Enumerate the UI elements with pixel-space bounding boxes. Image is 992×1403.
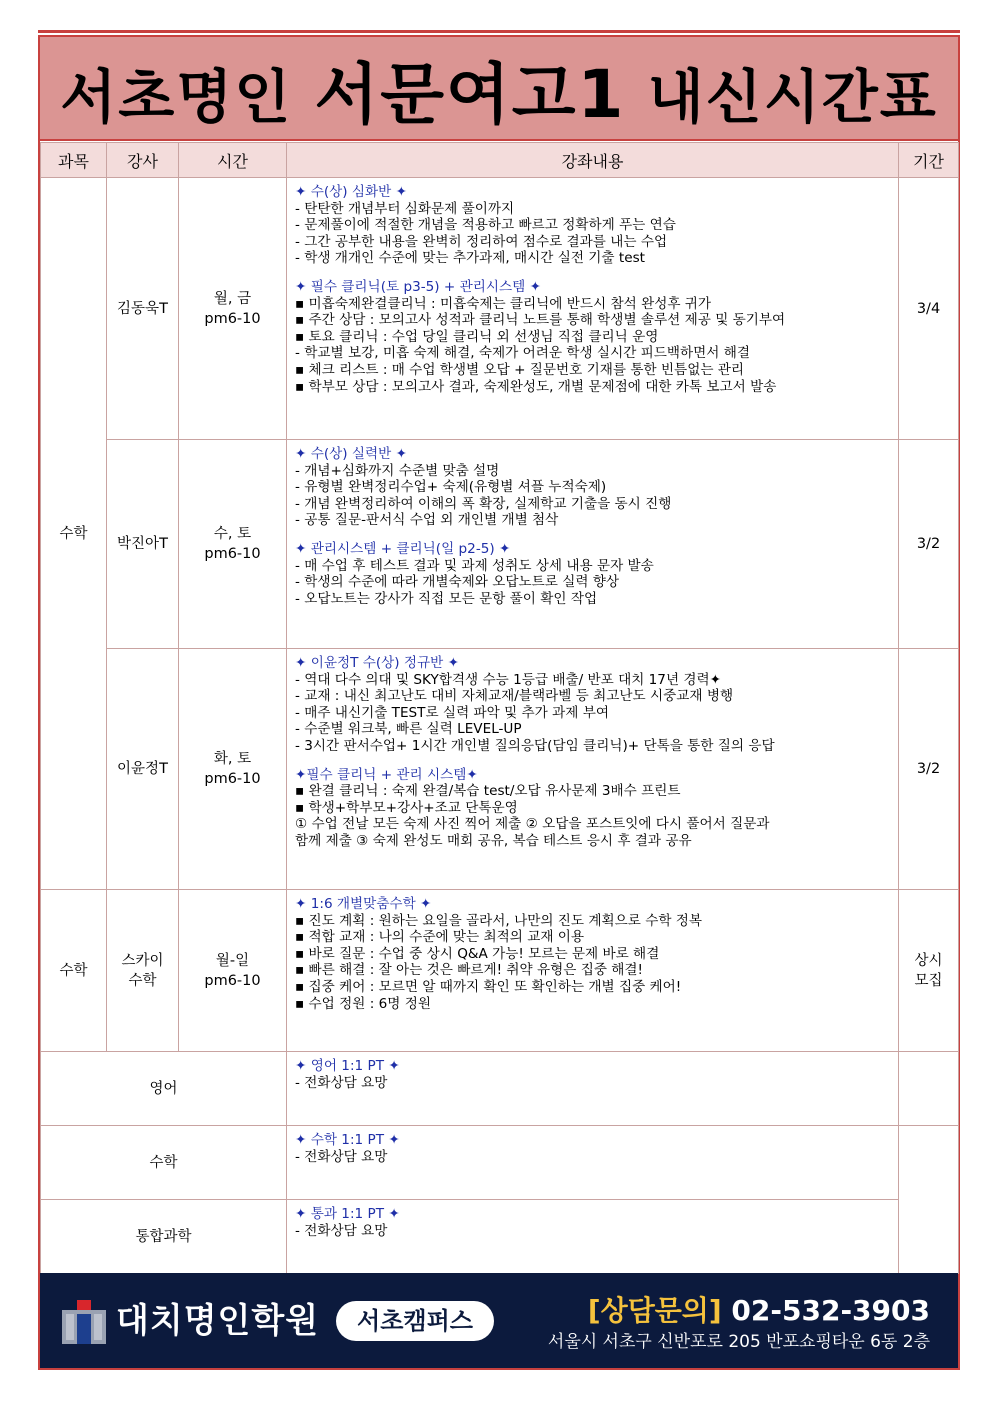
course-line: - 전화상담 요망	[295, 1074, 388, 1091]
course-line: - 문제풀이에 적절한 개념을 적용하고 빠르고 정확하게 푸는 연습	[295, 217, 676, 234]
course-line: - 오답노트는 강사가 직접 모든 문항 풀이 확인 작업	[295, 590, 598, 607]
period-line: 모집	[914, 972, 943, 989]
time-days: 수, 토	[213, 526, 252, 542]
course-content	[287, 1052, 899, 1126]
course-line: ▪ 체크 리스트 : 매 수업 학생별 오답 + 질문번호 기재를 통한 빈틈없는 관리	[295, 361, 745, 378]
period-cell: 3/4	[899, 178, 959, 440]
course-line: - 수준별 워크북, 빠른 실력 LEVEL-UP	[295, 721, 522, 738]
header-content: 강좌내용	[287, 143, 899, 178]
academy-logo-icon	[62, 1300, 106, 1344]
course-line: - 개념+심화까지 수준별 맞춤 설명	[295, 462, 500, 479]
course-heading: ✦ 관리시스템 + 클리닉(일 p2-5) ✦	[295, 540, 511, 557]
title-school: 서문여고1	[314, 55, 626, 133]
time-hours: pm6-10	[204, 972, 261, 989]
table-row	[41, 649, 959, 890]
course-line: - 학생 개개인 수준에 맞는 추가과제, 매시간 실전 기출 test	[295, 250, 645, 267]
teacher-cell: 박진아T	[107, 440, 179, 649]
top-rule	[38, 30, 960, 33]
page-title-banner	[40, 37, 958, 141]
teacher-cell	[107, 890, 179, 1052]
course-line: ▪ 미흡숙제완결클리닉 : 미흡숙제는 클리닉에 반드시 참석 완성후 귀가	[295, 295, 712, 312]
course-line: 함께 제출 ③ 숙제 완성도 매회 공유, 복습 테스트 응시 후 결과 공유	[295, 832, 692, 849]
course-heading: ✦ 수(상) 실력반 ✦	[295, 446, 408, 462]
course-line: - 전화상담 요망	[295, 1222, 388, 1239]
course-line: - 매주 내신기출 TEST로 실력 파악 및 추가 과제 부여	[295, 704, 609, 721]
time-hours: pm6-10	[204, 310, 261, 327]
course-heading: ✦ 수(상) 심화반 ✦	[295, 184, 408, 200]
course-line: - 교재 : 내신 최고난도 대비 자체교재/블랙라벨 등 최고난도 시중교재 병행	[295, 688, 734, 705]
time-days: 월-일	[215, 952, 250, 969]
academy-name: 대치명인학원	[116, 1301, 320, 1341]
time-days: 월, 금	[213, 290, 252, 307]
course-line: - 역대 다수 의대 및 SKY합격생 수능 1등급 배출/ 반포 대치 17년 경력✦	[295, 671, 722, 688]
subject-cell: 수학	[41, 178, 107, 890]
course-content	[287, 1126, 899, 1200]
pt-subject-cell: 영어	[41, 1052, 287, 1126]
course-heading: ✦ 통과 1:1 PT ✦	[295, 1206, 400, 1222]
pt-subject-cell: 통합과학	[41, 1200, 287, 1274]
period-cell	[899, 1052, 959, 1126]
table-row	[41, 1052, 959, 1126]
time-cell	[179, 649, 287, 890]
time-cell	[179, 890, 287, 1052]
line-gap	[295, 755, 890, 767]
header-teacher: 강사	[107, 143, 179, 178]
time-hours: pm6-10	[204, 771, 261, 787]
course-line: ▪ 완결 클리닉 : 숙제 완결/복습 test/오답 유사문제 3배수 프린트	[295, 783, 681, 800]
header-subject: 과목	[41, 143, 107, 178]
teacher-line: 수학	[128, 972, 157, 989]
course-line: ▪ 빠른 해결 : 잘 아는 것은 빠르게! 취약 유형은 집중 해결!	[295, 962, 643, 979]
course-line: ① 수업 전날 모든 숙제 사진 찍어 제출 ② 오답을 포스트잇에 다시 풀어서 질문과	[295, 816, 770, 833]
footer-banner	[40, 1273, 958, 1368]
time-hours: pm6-10	[204, 546, 261, 562]
time-days: 화, 토	[213, 751, 252, 767]
course-heading: ✦필수 클리닉 + 관리 시스템✦	[295, 766, 478, 783]
course-line: - 공통 질문-판서식 수업 외 개인별 개별 첨삭	[295, 512, 559, 529]
period-cell: 3/2	[899, 440, 959, 649]
course-line: ▪ 학부모 상담 : 모의고사 결과, 숙제완성도, 개별 문제점에 대한 카톡 보고서 발송	[295, 378, 777, 395]
time-cell	[179, 440, 287, 649]
course-line: - 그간 공부한 내용을 완벽히 정리하여 점수로 결과를 내는 수업	[295, 233, 668, 250]
period-cell: 3/2	[899, 649, 959, 890]
course-content	[287, 1200, 899, 1274]
header-time: 시간	[179, 143, 287, 178]
course-line: ▪ 토요 클리닉 : 수업 당일 클리닉 외 선생님 직접 클리닉 운영	[295, 328, 659, 345]
course-line: ▪ 집중 케어 : 모르면 알 때까지 확인 또 확인하는 개별 집중 케어!	[295, 978, 682, 995]
teacher-cell: 김동욱T	[107, 178, 179, 440]
table-row	[41, 440, 959, 649]
contact-label: [상담문의]	[587, 1294, 722, 1327]
header-period: 기간	[899, 143, 959, 178]
teacher-line: 스카이	[121, 952, 164, 969]
course-line: - 매 수업 후 테스트 결과 및 과제 성취도 상세 내용 문자 발송	[295, 557, 654, 574]
course-content	[287, 649, 899, 890]
course-heading: ✦ 필수 클리닉(토 p3-5) + 관리시스템 ✦	[295, 278, 541, 295]
period-cell	[899, 1126, 959, 1274]
course-line: - 유형별 완벽정리수업+ 숙제(유형별 셔플 누적숙제)	[295, 479, 607, 496]
course-line: ▪ 주간 상담 : 모의고사 성적과 클리닉 노트를 통해 학생별 솔루션 제공 및 동기부여	[295, 312, 786, 329]
course-line: - 탄탄한 개념부터 심화문제 풀이까지	[295, 200, 515, 217]
table-row	[41, 890, 959, 1052]
campus-badge: 서초캠퍼스	[336, 1301, 494, 1341]
table-row	[41, 178, 959, 440]
course-line: ▪ 적합 교재 : 나의 수준에 맞는 최적의 교재 이용	[295, 929, 585, 946]
period-cell	[899, 890, 959, 1052]
course-line: - 학생의 수준에 따라 개별숙제와 오답노트로 실력 향상	[295, 574, 620, 591]
address: 서울시 서초구 신반포로 205 반포쇼핑타운 6동 2층	[547, 1332, 930, 1352]
course-line: - 전화상담 요망	[295, 1148, 388, 1165]
course-content	[287, 890, 899, 1052]
line-gap	[295, 267, 890, 279]
contact-line	[588, 1289, 930, 1329]
course-content	[287, 440, 899, 649]
table-row	[41, 1126, 959, 1200]
title-suffix: 내신시간표	[647, 62, 938, 131]
course-heading: ✦ 이윤정T 수(상) 정규반 ✦	[295, 655, 460, 671]
time-cell	[179, 178, 287, 440]
course-line: ▪ 학생+학부모+강사+조교 단톡운영	[295, 799, 518, 816]
course-heading: ✦ 영어 1:1 PT ✦	[295, 1058, 400, 1074]
page-title	[60, 41, 938, 136]
course-line: ▪ 수업 정원 : 6명 정원	[295, 995, 431, 1012]
course-line: - 개념 완벽정리하여 이해의 폭 확장, 실제학교 기출을 동시 진행	[295, 495, 672, 512]
subject-cell: 수학	[41, 890, 107, 1052]
teacher-cell: 이윤정T	[107, 649, 179, 890]
pt-subject-cell: 수학	[41, 1126, 287, 1200]
timetable	[40, 142, 959, 1274]
course-line: ▪ 진도 계획 : 원하는 요일을 골라서, 나만의 진도 계획으로 수학 정복	[295, 912, 703, 929]
header-row	[41, 143, 959, 178]
course-line: - 3시간 판서수업+ 1시간 개인별 질의응답(담임 클리닉)+ 단톡을 통한 질의 응답	[295, 737, 775, 754]
course-heading: ✦ 1:6 개별맞춤수학 ✦	[295, 896, 432, 912]
course-content	[287, 178, 899, 440]
line-gap	[295, 529, 890, 541]
title-prefix: 서초명인	[60, 62, 293, 131]
course-heading: ✦ 수학 1:1 PT ✦	[295, 1132, 400, 1148]
course-line: - 학교별 보강, 미흡 숙제 해결, 숙제가 어려운 학생 실시간 피드백하면서 해결	[295, 345, 751, 362]
period-line: 상시	[914, 952, 943, 969]
course-line: ▪ 바로 질문 : 수업 중 상시 Q&A 가능! 모르는 문제 바로 해결	[295, 945, 660, 962]
phone-number[interactable]: 02-532-3903	[731, 1294, 930, 1327]
table-row	[41, 1200, 959, 1274]
